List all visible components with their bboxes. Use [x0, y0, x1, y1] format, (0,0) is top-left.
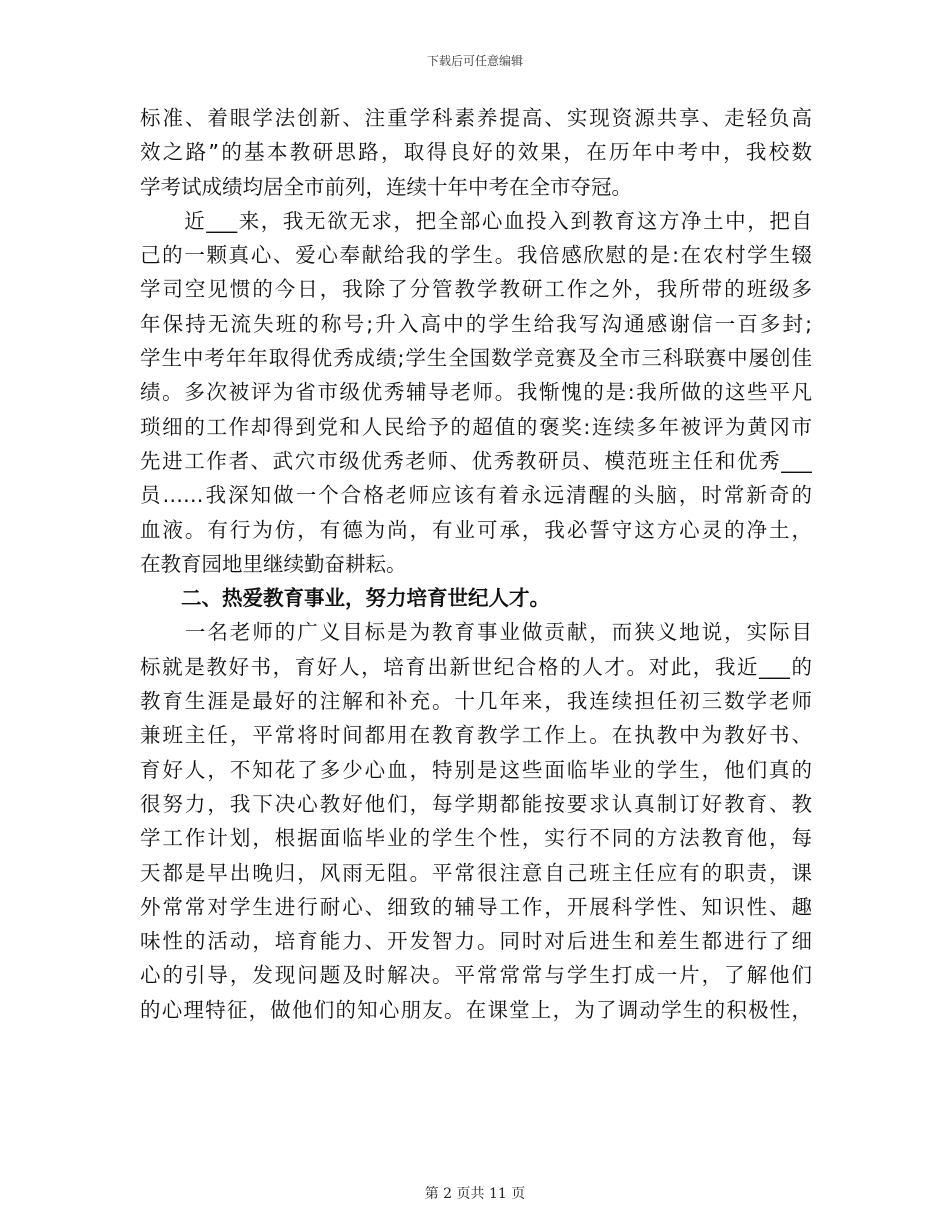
section-heading: 二、热爱教育事业，努力培育世纪人才。	[140, 586, 550, 611]
text-line: 琐细的工作却得到党和人民给予的超值的褒奖:连续多年被评为黄冈市	[140, 414, 812, 439]
text-line: 教育生涯是最好的注解和补充。十几年来，我连续担任初三数学老师	[140, 689, 812, 714]
text-line: 标准、着眼学法创新、注重学科素养提高、实现资源共享、走轻负高	[140, 106, 812, 130]
text-line: 绩。多次被评为省市级优秀辅导老师。我惭愧的是:我所做的这些平凡	[140, 380, 812, 405]
document-body	[140, 101, 812, 1027]
text-line: 兼班主任，平常将时间都用在教育教学工作上。在执教中为教好书、	[140, 723, 812, 748]
text-line: 己的一颗真心、爱心奉献给我的学生。我倍感欣慰的是:在农村学生辍	[140, 243, 812, 268]
page-footer: 第 2 页共 11 页	[424, 1186, 526, 1202]
text-line: 心的引导，发现问题及时解决。平常常常与学生打成一片，了解他们	[140, 963, 812, 988]
page-header: 下载后可任意编辑	[426, 54, 523, 68]
text-line: 效之路”的基本教研思路，取得良好的效果，在历年中考中，我校数	[140, 140, 812, 165]
text-line: 天都是早出晚归，风雨无阻。平常很注意自己班主任应有的职责，课	[140, 860, 812, 885]
text-line: 育好人，不知花了多少心血，特别是这些面临毕业的学生，他们真的	[140, 757, 812, 782]
text-line: 学工作计划，根据面临毕业的学生个性，实行不同的方法教育他，每	[140, 826, 812, 851]
text-line: 一名老师的广义目标是为教育事业做贡献，而狭义地说，实际目	[140, 620, 812, 645]
text-line: 在教育园地里继续勤奋耕耘。	[140, 551, 407, 576]
text-line: 学考试成绩均居全市前列，连续十年中考在全市夺冠。	[140, 174, 632, 199]
text-line: 味性的活动，培育能力、开发智力。同时对后进生和差生都进行了细	[140, 929, 812, 954]
text-line: 血液。有行为仿，有德为尚，有业可承，我必誓守这方心灵的净土，	[140, 517, 812, 542]
text-line: 先进工作者、武穴市级优秀老师、优秀教研员、模范班主任和优秀___	[140, 448, 812, 473]
text-line: 年保持无流失班的称号;升入高中的学生给我写沟通感谢信一百多封;	[140, 311, 812, 336]
text-line: 很努力，我下决心教好他们，每学期都能按要求认真制订好教育、教	[140, 791, 812, 816]
text-line: 员……我深知做一个合格老师应该有着永远清醒的头脑，时常新奇的	[140, 483, 812, 508]
text-line: 学司空见惯的今日，我除了分管教学教研工作之外，我所带的班级多	[140, 277, 812, 302]
text-line: 标就是教好书，育好人，培育出新世纪合格的人才。对此，我近___的	[140, 654, 812, 679]
text-line: 近___来，我无欲无求，把全部心血投入到教育这方净土中，把自	[140, 208, 812, 233]
text-line: 学生中考年年取得优秀成绩;学生全国数学竞赛及全市三科联赛中屡创佳	[140, 346, 812, 371]
text-line: 的心理特征，做他们的知心朋友。在课堂上，为了调动学生的积极性，	[140, 997, 812, 1022]
text-line: 外常常对学生进行耐心、细致的辅导工作，开展科学性、知识性、趣	[140, 894, 812, 919]
